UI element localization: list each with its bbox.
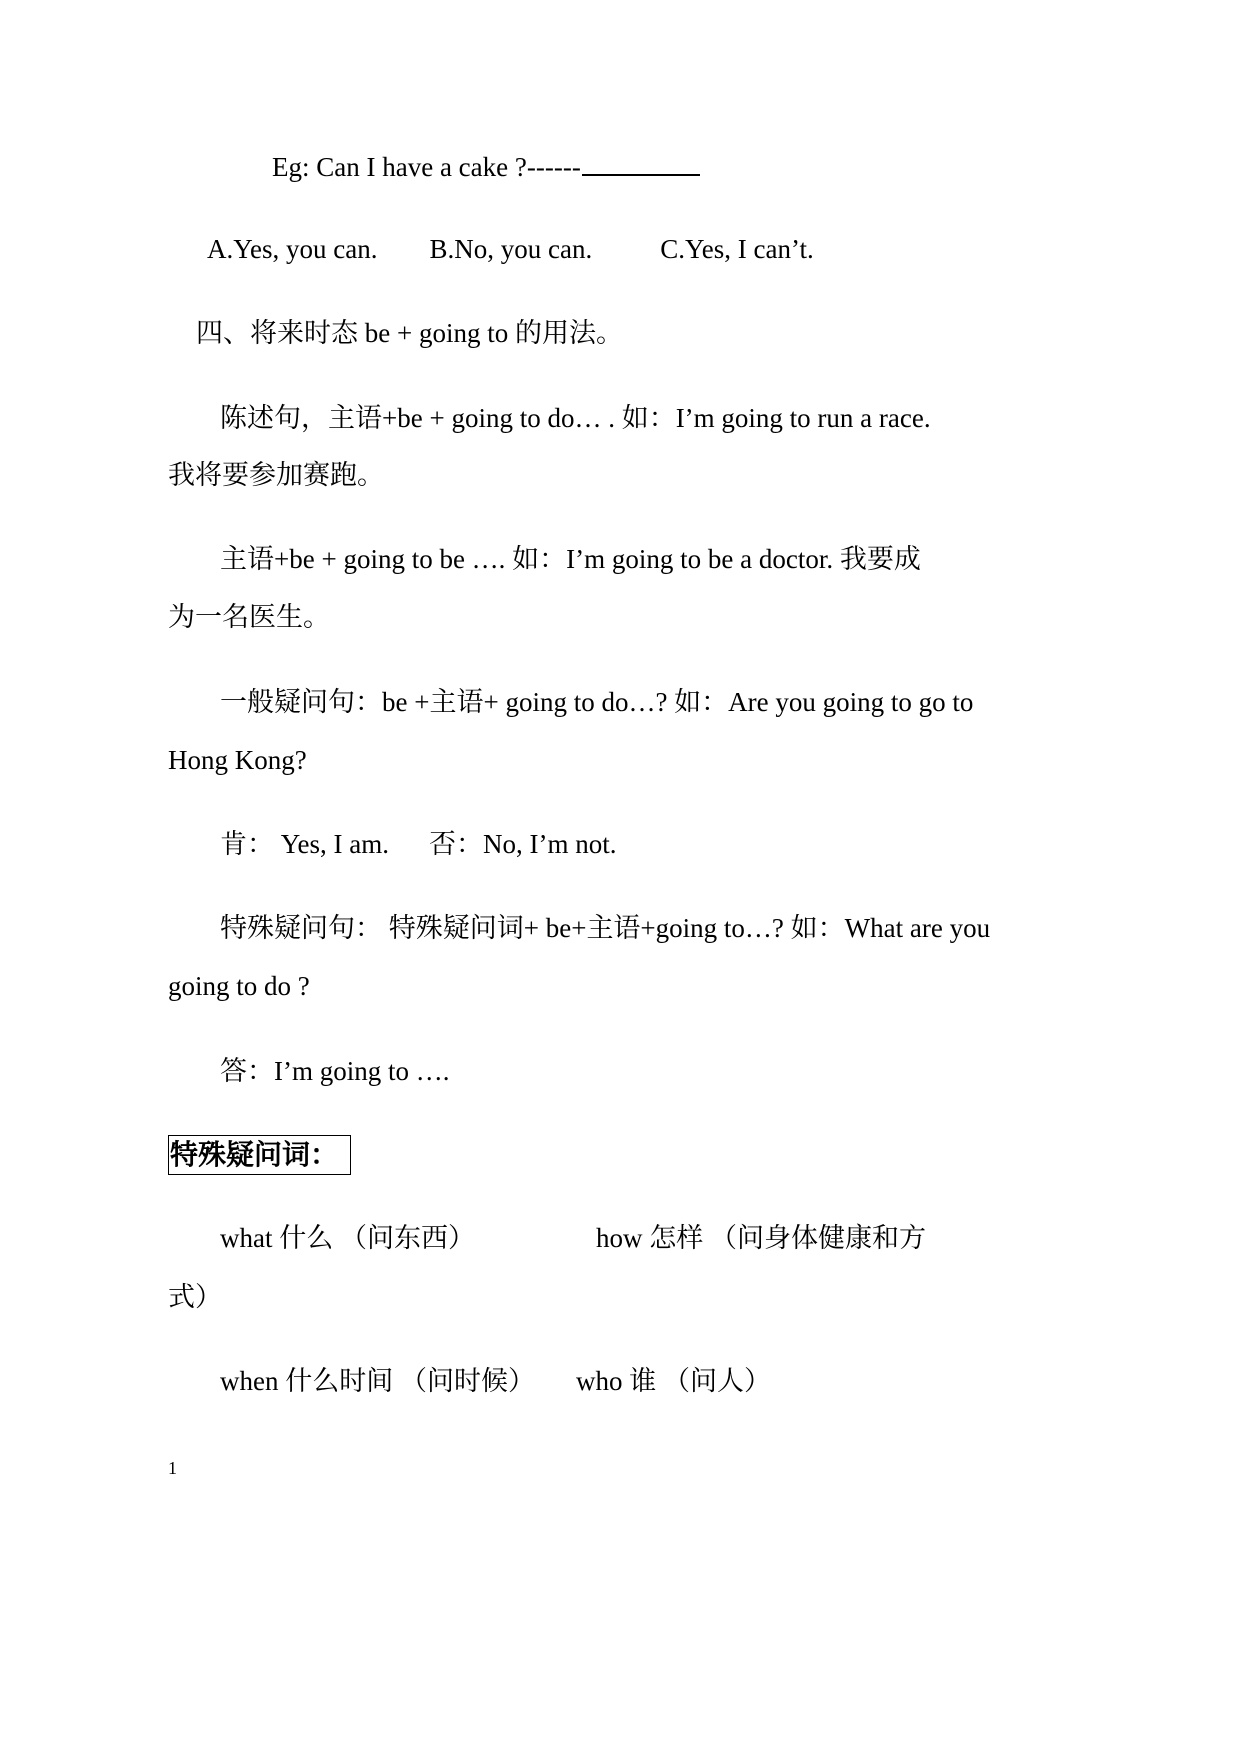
wh-when: when 什么时间 （问时候）: [220, 1366, 535, 1396]
negative-answer: 否：No, I’m not.: [429, 829, 617, 859]
option-a: A.Yes, you can.: [207, 234, 378, 264]
special-question-rule-cont: going to do ?: [168, 971, 310, 1001]
wh-who: who 谁 （问人）: [576, 1366, 771, 1396]
special-answer: 答：I’m going to ….: [220, 1056, 450, 1086]
option-b: B.No, you can.: [429, 234, 593, 264]
positive-answer: 肯： Yes, I am.: [220, 829, 390, 859]
example-question: [272, 148, 700, 183]
example-options: [207, 233, 814, 265]
wh-how: how 怎样 （问身体健康和方: [596, 1223, 926, 1253]
answer-blank: [582, 148, 700, 176]
general-question-rule: 一般疑问句：be +主语+ going to do…? 如：Are you going to go to: [220, 687, 974, 717]
statement-rule-1: 陈述句，主语+be + going to do… . 如：I’m going to run a race.: [220, 403, 931, 433]
general-question-rule-cont: Hong Kong?: [168, 745, 307, 775]
statement-rule-2: 主语+be + going to be …. 如：I’m going to be a doctor. 我要成: [220, 544, 921, 574]
special-question-rule: 特殊疑问句： 特殊疑问词+ be+主语+going to…? 如：What are you: [220, 913, 991, 943]
wh-how-cont: 式）: [168, 1282, 222, 1312]
answers-line: [220, 828, 617, 860]
example-question-text: Eg: Can I have a cake ?------: [272, 152, 581, 182]
option-c: C.Yes, I can’t.: [660, 234, 814, 264]
wh-what: what 什么 （问东西）: [220, 1223, 475, 1253]
section-heading: 四、将来时态 be + going to 的用法。: [196, 318, 623, 348]
page-number: 1: [168, 1458, 177, 1478]
wh-words-heading: 特殊疑问词：: [168, 1135, 351, 1175]
statement-rule-1-cont: 我将要参加赛跑。: [168, 460, 384, 490]
statement-rule-2-cont: 为一名医生。: [168, 602, 330, 632]
